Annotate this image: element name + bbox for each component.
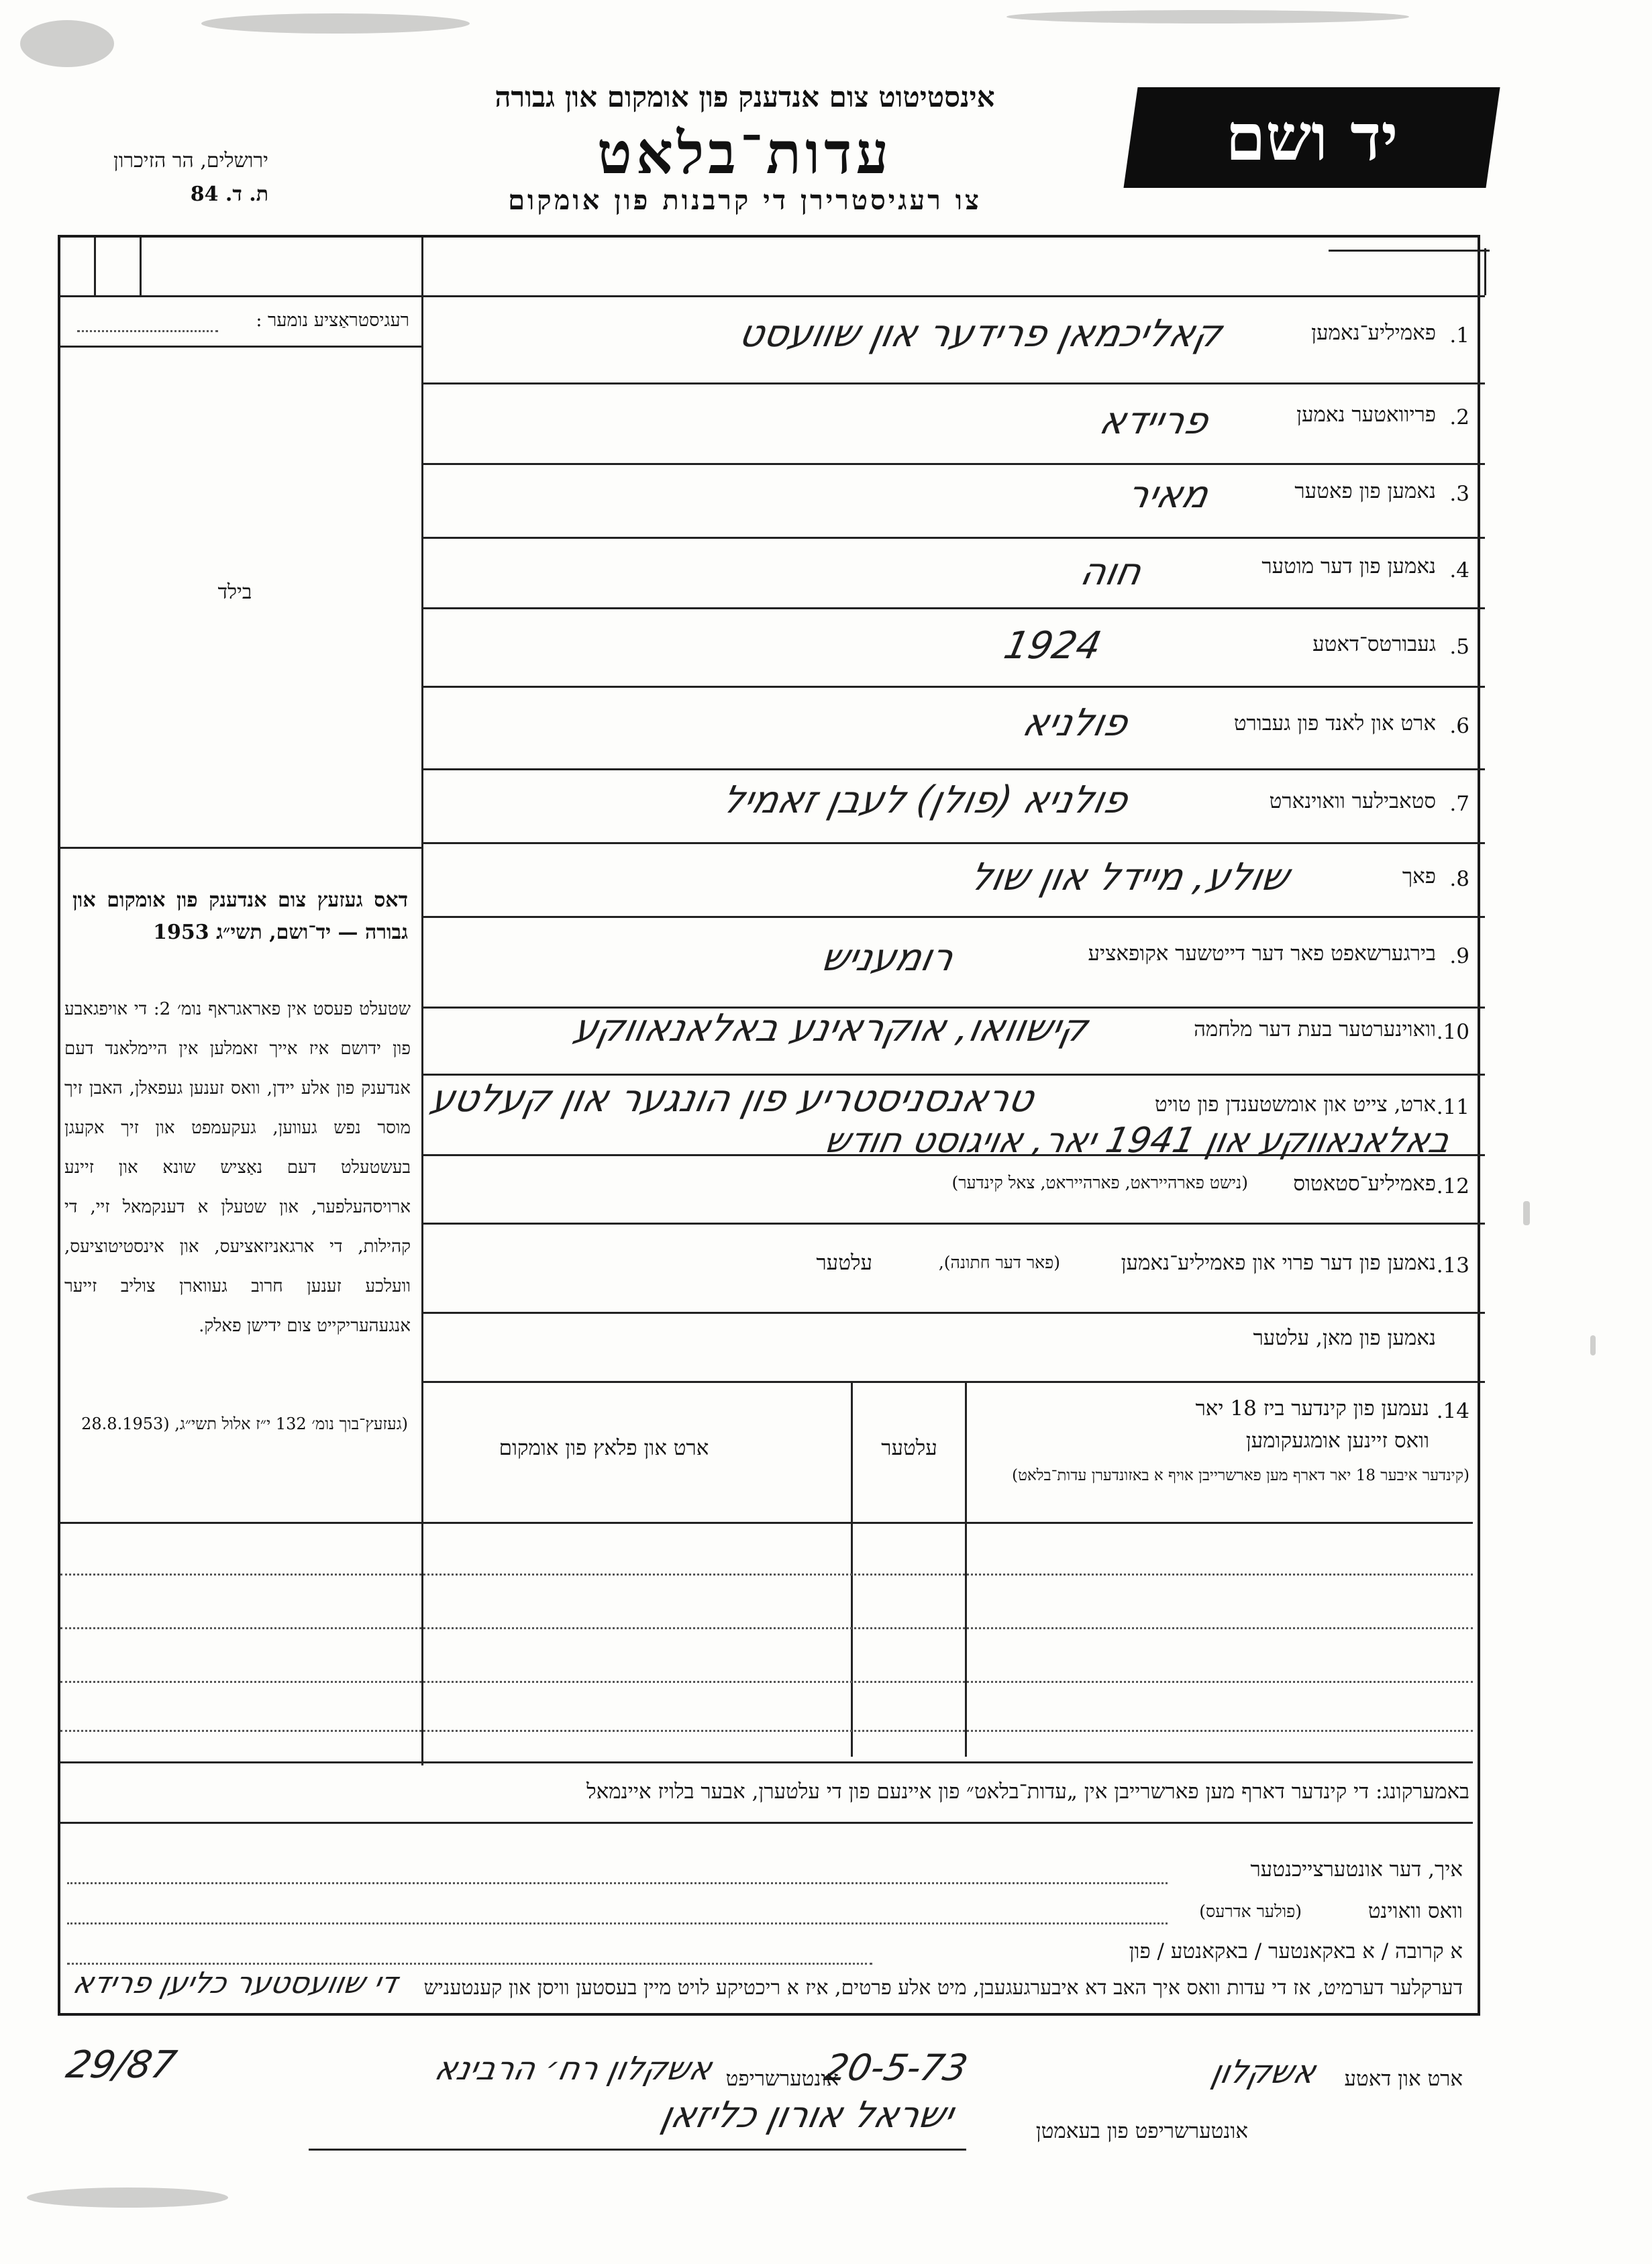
field-8-value[interactable]: שולע, מיידל און שול [966, 856, 1293, 899]
field-6-value[interactable]: פולניא [1019, 701, 1132, 745]
husband-name-label: נאמען פון מאן, עלטער [1253, 1326, 1436, 1350]
photo-label: בילד [217, 580, 252, 604]
field-11-number: 11. [1436, 1095, 1469, 1119]
field-13-number: 13. [1436, 1253, 1469, 1278]
law-title: דאס געזעץ צום אנדענק פון אומקום און גבורה — יד־ושם, תשי״ג 1953 [72, 888, 408, 944]
address: ירושלים, הר הזיכרון [113, 149, 268, 172]
witness-name-field[interactable] [67, 1882, 1168, 1884]
reg-box-divider-1 [94, 238, 96, 297]
field-11-value[interactable]: טראנסניסטריע פון הונגער און קעלטע [426, 1077, 1038, 1121]
field-7-number: 7. [1449, 792, 1469, 816]
reg-box-bottom [60, 295, 421, 297]
row-sep-6 [421, 768, 1485, 770]
witness-address-field[interactable] [67, 1922, 1168, 1924]
reg-row-bottom [60, 346, 421, 348]
scan-speck [20, 20, 114, 67]
row-sep-7 [421, 842, 1485, 844]
field-7-value[interactable]: פולניא (פולן) לעבן זאמיל [718, 778, 1132, 822]
logo-text: יד ושם [1225, 99, 1398, 175]
registration-number-field[interactable] [77, 330, 218, 332]
column-age-header: עלטער [881, 1436, 937, 1460]
place-value[interactable]: אשקלון [1208, 2053, 1319, 2091]
field-10-number: 10. [1436, 1020, 1469, 1044]
signature-value[interactable]: אשקלון רח׳ הרבינא [431, 2050, 715, 2088]
official-signature-line [309, 2149, 966, 2151]
official-signature-value[interactable]: ישראל אורון כליזאן [657, 2094, 958, 2136]
field-14-number: 14. [1436, 1399, 1469, 1423]
field-9-value[interactable]: רומעניש [817, 936, 958, 980]
po-box: ת. ד. 84 [190, 183, 268, 206]
field-4-number: 4. [1449, 558, 1469, 582]
place-date-label: ארט און דאטע [1344, 2067, 1463, 2091]
address-handwriting[interactable]: 29/87 [62, 2043, 180, 2087]
scan-speck [27, 2188, 228, 2208]
date-value[interactable]: 20-5-73 [821, 2047, 972, 2089]
left-column-divider [421, 238, 423, 1765]
top-row-tick [1484, 248, 1486, 295]
scan-speck [1523, 1201, 1530, 1225]
registration-number-label: רעגיסטראַציע נומער : [256, 310, 409, 331]
field-13-label-end: עלטער [816, 1251, 872, 1275]
field-5-number: 5. [1449, 635, 1469, 659]
row-sep-4 [421, 607, 1485, 609]
field-12-note: (נישט פארהייראט, פארהייראט, צאל קינדער) [951, 1173, 1248, 1192]
law-text: שטעלט פעסט אין פאראגראף נומ׳ 2: די אויפגאבע פון ידושם איז אייך זאמלען אין היימלאנד דעם אנדענק פון אלע יידן, וואס זענען געפאלן, האבן זיך מוסר נפש געווען, געקעמפט און זיך אקעגן בעשטעלט דעם נאַציש שונא און זיינע ארויסהעלפער, און שטעלן א דענקמאל זיי, די קהילות, די ארגאניזאציעס, און אינסטיטוציעס, וועלכע זענען חרוב געווארן צוליב זייער אנגעהעריקייט צום ידישן פאלק. [64, 999, 411, 1336]
table-header-bottom [60, 1522, 1473, 1524]
institute-name: אינסטיטוט צום אנדענק פון אומקום און גבורה [495, 81, 995, 113]
table-col-line-1 [851, 1381, 853, 1757]
field-12-number: 12. [1436, 1174, 1469, 1198]
row-sep-1 [421, 382, 1485, 384]
declaration-text: דערקלער דערמיט, אז די עדות וואס איך האב דא איבערגעגעבן, מיט אלע פרטים, איז א ריכטיקע לויט מיין בעסטען וויסן און קענטעניש [423, 1976, 1463, 2000]
reg-box-divider-2 [140, 238, 142, 297]
children-header-note: (קינדער איבער 18 יאר דארף מען פארשרייבן אויף א באזונדערן עדות־בלאט) [1012, 1467, 1469, 1484]
official-signature-label: אונטערשריפט פון בעאמטן [1035, 2119, 1248, 2143]
field-11-label: ארט, צייט און אומשטענדן פון טויט [1155, 1092, 1436, 1117]
field-8-number: 8. [1449, 867, 1469, 891]
field-3-number: 3. [1449, 482, 1469, 506]
field-8-label: פאך [1402, 864, 1436, 888]
witness-line-2-note: (פולער אדרעס) [1199, 1902, 1302, 1921]
top-row-line [1329, 250, 1490, 252]
column-place-header: ארט און פלאץ פון אומקום [499, 1436, 709, 1460]
field-1-label: פאמיליע־נאמען [1311, 321, 1436, 345]
scan-speck [201, 13, 470, 34]
witness-line-3-label: א קרובה / א באקאנטער / באקאנטע / פון [1129, 1939, 1463, 1963]
table-row-line-4 [60, 1730, 1473, 1732]
row-sep-14 [421, 1381, 1485, 1383]
field-12-label: פאמיליע־סטאטוס [1293, 1172, 1436, 1196]
field-10-value[interactable]: קישוואו, אוקראינע באלאנאווקע [569, 1007, 1092, 1050]
field-1-value[interactable]: קאליכמאן פרידער און שוועסט [735, 312, 1226, 356]
field-6-label: ארט און לאנד פון געבורט [1233, 711, 1436, 735]
field-13-label: נאמען פון דער פרוי און פאמיליע־נאמען [1121, 1251, 1436, 1275]
field-1-number: 1. [1449, 323, 1469, 348]
scan-speck [1590, 1335, 1596, 1355]
field-2-label: פריוואטער נאמען [1296, 403, 1436, 427]
photo-box-bottom [60, 847, 421, 849]
form-subtitle: צו רעגיסטרירן די קרבנות פון אומקום [508, 185, 982, 216]
field-4-label: נאמען פון דער מוטער [1261, 554, 1436, 578]
table-col-line-2 [965, 1381, 967, 1757]
field-9-label: בירגערשאפט פאר דער דייטשער אקופאציע [1088, 941, 1436, 966]
form-title: עדות־בלאט [597, 119, 893, 187]
field-2-number: 2. [1449, 405, 1469, 429]
field-11-value-line-2[interactable]: באלאנאווקע און 1941 יאר, אויגוסט חודש [821, 1121, 1454, 1161]
top-row-line-2 [421, 295, 1485, 297]
row-sep-10 [421, 1074, 1485, 1076]
row-sep-5 [421, 686, 1485, 688]
signature-label: אונטערשריפט [725, 2067, 839, 2091]
field-7-label: סטאבילער וואוינארט [1269, 789, 1436, 813]
children-header: נעמען פון קינדער ביז 18 יאר וואס זיינען אומגעקומען [1195, 1396, 1429, 1453]
remark-text: באמערקונג: די קינדער דארף מען פארשרייבן אין „עדות־בלאט״ פון איינעם פון די עלטערן, אבער בלויז איינמאל [586, 1780, 1469, 1804]
field-10-label: וואוינערטער בעת דער מלחמה [1194, 1017, 1436, 1041]
row-sep-3 [421, 537, 1485, 539]
remark-top [60, 1761, 1473, 1763]
scan-speck [1006, 10, 1409, 23]
field-4-value[interactable]: חוה [1076, 550, 1145, 594]
field-6-number: 6. [1449, 714, 1469, 738]
table-row-line-2 [60, 1627, 1473, 1629]
declaration-handwriting[interactable]: די שוועסטער כליען פרידא [70, 1966, 401, 2000]
field-9-number: 9. [1449, 944, 1469, 968]
row-sep-8 [421, 916, 1485, 918]
field-2-value[interactable]: פריידא [1096, 399, 1212, 443]
witness-line-2-label: וואס וואוינט [1367, 1899, 1463, 1923]
row-sep-13 [421, 1312, 1485, 1314]
field-3-value[interactable]: מאיר [1123, 473, 1212, 517]
field-13-note: (פאר דער חתונה), [938, 1253, 1060, 1272]
table-row-line-3 [60, 1681, 1473, 1683]
law-citation: (געזעץ־בוך נומ׳ 132 י״ז אלול תשי״ג, (28.8.1953 [81, 1414, 408, 1433]
witness-relation-field[interactable] [67, 1963, 872, 1965]
row-sep-2 [421, 463, 1485, 465]
table-row-line-1 [60, 1574, 1473, 1576]
remark-bottom [60, 1822, 1473, 1824]
yad-vashem-logo [1123, 87, 1500, 188]
witness-line-1-label: איך, דער אונטערצייכנטער [1250, 1857, 1463, 1882]
field-3-label: נאמען פון פאטער [1294, 479, 1436, 503]
row-sep-12 [421, 1223, 1485, 1225]
field-5-value[interactable]: 1924 [1000, 624, 1105, 668]
field-5-label: געבורטס־דאטע [1312, 632, 1436, 656]
